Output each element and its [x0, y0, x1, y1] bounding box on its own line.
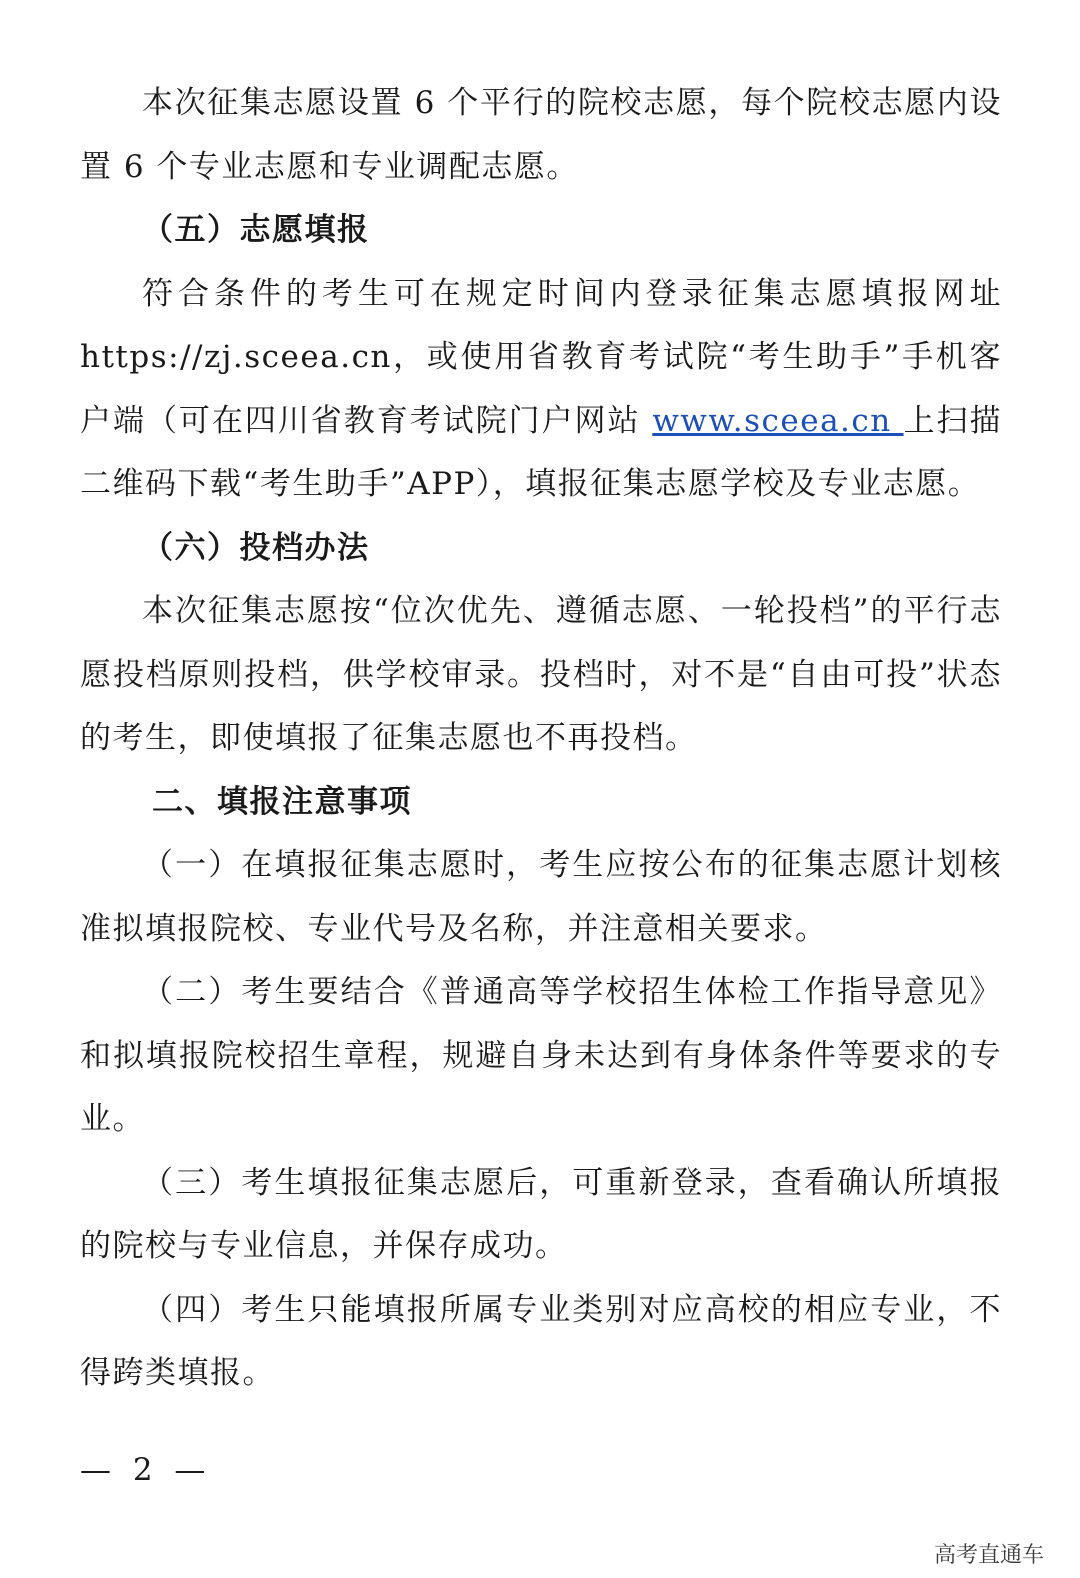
- document-body: [80, 72, 1002, 1406]
- paragraph-volunteer-setup: 本次征集志愿设置 6 个平行的院校志愿，每个院校志愿内设置 6 个专业志愿和专业调配志愿。: [80, 85, 1002, 185]
- heading-submission-method: （六）投档办法: [142, 529, 370, 566]
- sceea-website-link[interactable]: www.sceea.cn: [652, 402, 904, 439]
- heading-filling-notes: 二、填报注意事项: [152, 783, 412, 820]
- filling-method-text-1: 符合条件的考生可在规定时间内登录征集志愿填报网址 https://zj.sceea.cn，或使用省教育考试院“考生助手”手机客户端（可在四川省教育考试院门户网站: [80, 275, 1002, 439]
- paragraph-filling-method: [80, 263, 1002, 517]
- paragraph-note-4: （四）考生只能填报所属专业类别对应高校的相应专业，不得跨类填报。: [80, 1291, 1002, 1391]
- paragraph-note-2: （二）考生要结合《普通高等学校招生体检工作指导意见》和拟填报院校招生章程，规避自身未达到有身体条件等要求的专业。: [80, 974, 1002, 1137]
- filling-method-text-2: 上扫描二维码下载“考生助手”APP），填报征集志愿学校及专业志愿。: [80, 402, 1003, 502]
- paragraph-note-1: （一）在填报征集志愿时，考生应按公布的征集志愿计划核准拟填报院校、专业代号及名称，并注意相关要求。: [80, 847, 1002, 947]
- source-watermark: 高考直通车: [933, 1543, 1044, 1568]
- paragraph-note-3: （三）考生填报征集志愿后，可重新登录，查看确认所填报的院校与专业信息，并保存成功。: [80, 1164, 1002, 1264]
- page-number: — 2 —: [80, 1452, 212, 1488]
- paragraph-submission-rules: 本次征集志愿按“位次优先、遵循志愿、一轮投档”的平行志愿投档原则投档，供学校审录。投档时，对不是“自由可投”状态的考生，即使填报了征集志愿也不再投档。: [80, 593, 1002, 756]
- heading-volunteer-filling: （五）志愿填报: [142, 212, 370, 248]
